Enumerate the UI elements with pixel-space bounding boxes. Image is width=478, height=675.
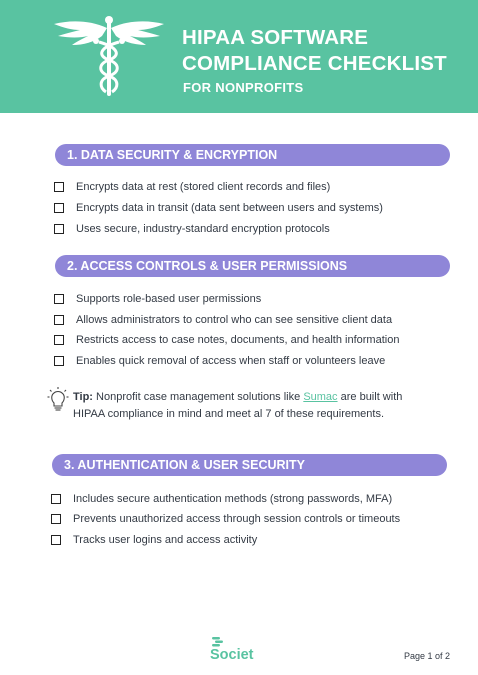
checklist-item-label: Restricts access to case notes, documents, and health information <box>76 334 400 346</box>
checkbox[interactable] <box>54 224 64 234</box>
checklist-item <box>54 179 330 195</box>
checklist-item <box>54 353 385 369</box>
checkbox[interactable] <box>54 335 64 345</box>
checklist-item <box>54 291 261 307</box>
page-title <box>182 25 447 77</box>
checklist-item-label: Allows administrators to control who can see sensitive client data <box>76 314 393 326</box>
title-line-1: HIPAA SOFTWARE <box>182 26 369 49</box>
page-subtitle: FOR NONPROFITS <box>183 80 304 95</box>
checklist-item <box>51 491 392 507</box>
page-number: Page 1 of 2 <box>404 651 451 661</box>
checkbox[interactable] <box>51 494 61 504</box>
section-heading-authentication: 3. AUTHENTICATION & USER SECURITY <box>52 454 447 476</box>
tip-text-before: Nonprofit case management solutions like <box>92 391 304 403</box>
checklist-item <box>51 511 400 527</box>
checklist-item-label: Supports role-based user permissions <box>76 293 262 305</box>
brand-mark-icon <box>212 637 224 647</box>
tip-text-after: are built with HIPAA compliance in mind and meet al 7 of these requirements. <box>73 391 403 420</box>
checkbox[interactable] <box>54 315 64 325</box>
checklist-item <box>51 532 257 548</box>
section-heading-data-security: 1. DATA SECURITY & ENCRYPTION <box>55 144 450 166</box>
title-line-2: COMPLIANCE CHECKLIST <box>182 52 447 75</box>
caduceus-icon <box>50 14 168 100</box>
tip-label: Tip: <box>73 391 93 403</box>
checklist-item-label: Prevents unauthorized access through session controls or timeouts <box>73 513 401 525</box>
checklist-item <box>54 221 330 237</box>
checklist-item <box>54 332 399 348</box>
checklist-item-label: Encrypts data in transit (data sent between users and systems) <box>76 202 383 214</box>
checklist-item-label: Uses secure, industry-standard encryption protocols <box>76 223 330 235</box>
header-banner <box>0 0 478 113</box>
checklist-item-label: Tracks user logins and access activity <box>73 534 258 546</box>
checklist-item-label: Enables quick removal of access when staff or volunteers leave <box>76 355 386 367</box>
checklist-item-label: Includes secure authentication methods (strong passwords, MFA) <box>73 493 393 505</box>
checklist-item-label: Encrypts data at rest (stored client records and files) <box>76 181 331 193</box>
lightbulb-icon <box>47 386 69 412</box>
checkbox[interactable] <box>54 294 64 304</box>
checkbox[interactable] <box>54 203 64 213</box>
checkbox[interactable] <box>51 535 61 545</box>
checkbox[interactable] <box>54 356 64 366</box>
checklist-item <box>54 200 383 216</box>
checkbox[interactable] <box>54 182 64 192</box>
sumac-link[interactable]: Sumac <box>303 391 338 403</box>
checklist-item <box>54 312 392 328</box>
brand-logo: Societ <box>210 647 254 663</box>
tip-text <box>73 389 413 423</box>
checkbox[interactable] <box>51 514 61 524</box>
section-heading-access-controls: 2. ACCESS CONTROLS & USER PERMISSIONS <box>55 255 450 277</box>
